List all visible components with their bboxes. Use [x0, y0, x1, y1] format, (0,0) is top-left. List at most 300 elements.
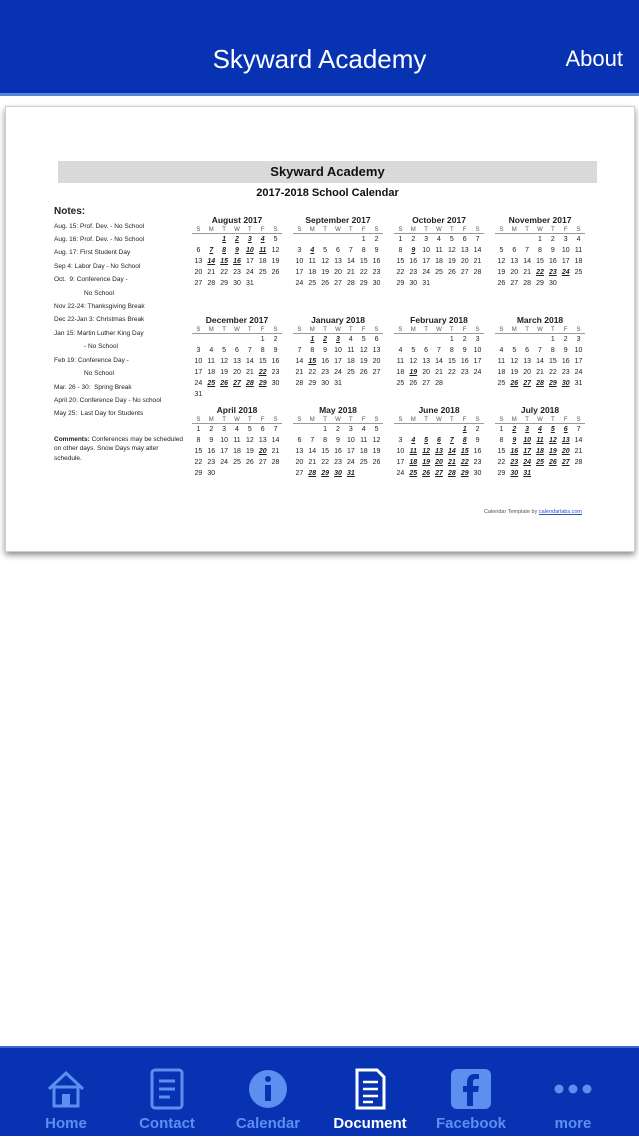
day-cell: 29	[460, 470, 469, 477]
day-cell: 30	[233, 280, 241, 287]
weekday-label: T	[248, 227, 252, 233]
day-cell: 15	[536, 258, 544, 265]
weekday-label: F	[563, 417, 568, 423]
day-cell: 24	[574, 369, 583, 376]
weekday-label: S	[398, 417, 403, 423]
day-cell: 14	[295, 358, 304, 365]
day-cell: 4	[310, 247, 315, 254]
day-cell: 10	[220, 437, 229, 444]
weekday-label: S	[499, 417, 504, 423]
day-cell: 21	[435, 369, 443, 376]
weekday-label: S	[196, 227, 201, 233]
tab-home[interactable]	[16, 1048, 116, 1138]
day-cell: 29	[359, 280, 368, 287]
day-cell: 25	[258, 269, 267, 276]
day-cell: 26	[359, 369, 368, 376]
note-item: Jan 15: Martin Luther King Day	[54, 329, 144, 337]
weekday-header	[293, 327, 383, 334]
day-cell: 3	[336, 336, 340, 343]
day-cell: 10	[334, 347, 342, 354]
weekday-label: W	[436, 327, 442, 333]
day-cell: 18	[233, 448, 241, 455]
day-cell: 21	[295, 369, 304, 376]
weekday-label: S	[196, 327, 201, 333]
weekday-label: T	[323, 417, 327, 423]
day-cell: 10	[523, 437, 532, 444]
day-cell: 31	[334, 380, 342, 387]
day-cell: 27	[435, 470, 443, 477]
day-cell: 14	[473, 247, 482, 254]
day-cell: 11	[360, 437, 368, 444]
day-cell: 26	[271, 269, 280, 276]
day-cell: 8	[449, 347, 454, 354]
day-cell: 15	[497, 448, 506, 455]
day-cell: 22	[447, 369, 456, 376]
document-icon	[349, 1068, 391, 1110]
day-grid	[394, 425, 484, 478]
home-icon	[45, 1068, 87, 1110]
day-cell: 11	[497, 358, 506, 365]
month-name: February 2018	[410, 315, 468, 325]
day-cell: 28	[574, 459, 583, 466]
day-grid	[192, 335, 282, 399]
day-cell: 15	[359, 258, 368, 265]
day-cell: 1	[538, 236, 542, 243]
day-cell: 7	[475, 236, 480, 243]
day-cell: 24	[396, 470, 405, 477]
day-cell: 12	[271, 247, 280, 254]
day-cell: 20	[334, 269, 342, 276]
day-cell: 28	[523, 280, 532, 287]
blank-day	[445, 425, 458, 434]
day-cell: 28	[295, 380, 304, 387]
day-cell: 1	[323, 426, 328, 433]
weekday-header	[192, 227, 282, 234]
day-cell: 24	[473, 369, 482, 376]
day-cell: 3	[563, 236, 568, 243]
day-cell: 23	[473, 459, 482, 466]
weekday-header	[394, 327, 484, 334]
day-cell: 2	[550, 236, 555, 243]
day-cell: 4	[398, 347, 403, 354]
weekday-label: T	[222, 327, 226, 333]
weekday-label: W	[537, 227, 543, 233]
weekday-label: M	[208, 327, 214, 333]
day-cell: 16	[334, 448, 342, 455]
weekday-label: S	[475, 327, 480, 333]
day-cell: 8	[398, 247, 403, 254]
day-cell: 9	[563, 347, 568, 354]
weekday-label: S	[576, 327, 581, 333]
weekday-label: M	[511, 327, 517, 333]
info-icon	[247, 1068, 289, 1110]
day-cell: 18	[359, 448, 368, 455]
day-cell: 26	[409, 380, 418, 387]
day-cell: 5	[374, 426, 379, 433]
weekday-label: S	[374, 327, 379, 333]
day-cell: 11	[396, 358, 405, 365]
tab-document[interactable]	[320, 1048, 420, 1138]
day-cell: 30	[473, 470, 482, 477]
day-cell: 31	[574, 380, 583, 387]
day-cell: 22	[396, 269, 405, 276]
day-cell: 4	[260, 236, 265, 243]
day-cell: 17	[220, 448, 229, 455]
note-item: Sep 4: Labor Day - No School	[54, 262, 141, 270]
day-cell: 10	[194, 358, 203, 365]
month-name: March 2018	[516, 315, 564, 325]
day-cell: 1	[361, 236, 366, 243]
blank-day	[293, 235, 306, 244]
day-cell: 14	[523, 258, 532, 265]
day-cell: 23	[233, 269, 241, 276]
day-cell: 4	[235, 426, 239, 433]
day-cell: 9	[235, 247, 239, 254]
day-cell: 3	[424, 236, 429, 243]
weekday-label: T	[349, 227, 353, 233]
month-calendar	[192, 215, 282, 288]
blank-day	[407, 335, 420, 344]
day-cell: 22	[220, 269, 229, 276]
day-cell: 28	[473, 269, 482, 276]
day-cell: 30	[510, 470, 519, 477]
day-cell: 21	[308, 459, 317, 466]
day-cell: 13	[295, 448, 304, 455]
note-item: No School	[84, 370, 114, 378]
day-cell: 21	[207, 269, 216, 276]
day-cell: 10	[574, 347, 583, 354]
blank-day	[306, 425, 319, 434]
weekday-label: F	[462, 227, 467, 233]
weekday-header	[394, 417, 484, 424]
day-cell: 20	[422, 369, 431, 376]
day-cell: 2	[411, 236, 416, 243]
tab-label: Facebook	[435, 1115, 507, 1132]
day-cell: 2	[273, 336, 278, 343]
blank-day	[508, 235, 521, 244]
day-cell: 11	[347, 347, 355, 354]
day-cell: 5	[273, 236, 278, 243]
day-cell: 5	[499, 247, 504, 254]
month-calendar	[293, 315, 383, 388]
day-grid	[293, 425, 383, 478]
month-name: December 2017	[205, 315, 269, 325]
tab-facebook[interactable]	[421, 1048, 521, 1138]
day-cell: 9	[411, 247, 416, 254]
day-cell: 18	[435, 258, 443, 265]
day-cell: 22	[194, 459, 203, 466]
day-cell: 17	[245, 258, 254, 265]
day-cell: 17	[561, 258, 570, 265]
month-calendar	[495, 315, 585, 388]
day-grid	[495, 235, 585, 288]
day-cell: 3	[525, 426, 530, 433]
day-cell: 29	[536, 280, 544, 287]
document-preview[interactable]	[5, 106, 635, 552]
weekday-label: W	[234, 327, 240, 333]
day-cell: 15	[194, 448, 203, 455]
day-cell: 19	[409, 369, 418, 376]
day-cell: 30	[334, 470, 342, 477]
day-cell: 24	[346, 459, 355, 466]
weekday-label: T	[551, 327, 555, 333]
weekday-label: S	[374, 417, 379, 423]
weekday-label: F	[260, 327, 265, 333]
day-cell: 27	[422, 380, 431, 387]
day-cell: 5	[512, 347, 517, 354]
tab-bar	[0, 1046, 639, 1136]
day-cell: 6	[297, 437, 302, 444]
weekday-label: S	[475, 417, 480, 423]
day-cell: 20	[233, 369, 241, 376]
day-cell: 6	[424, 347, 429, 354]
day-cell: 25	[536, 459, 544, 466]
weekday-label: T	[222, 227, 226, 233]
day-cell: 28	[536, 380, 544, 387]
day-cell: 27	[194, 280, 203, 287]
month-name: September 2017	[305, 215, 371, 225]
weekday-label: W	[436, 417, 442, 423]
day-cell: 5	[449, 236, 454, 243]
day-cell: 21	[536, 369, 544, 376]
top-bar	[0, 0, 639, 96]
day-cell: 29	[258, 380, 267, 387]
day-cell: 25	[359, 459, 368, 466]
weekday-label: S	[297, 227, 302, 233]
day-cell: 7	[538, 347, 542, 354]
day-cell: 29	[497, 470, 506, 477]
day-cell: 23	[510, 459, 519, 466]
day-cell: 2	[475, 426, 480, 433]
day-cell: 2	[323, 336, 328, 343]
day-cell: 19	[245, 448, 254, 455]
day-cell: 12	[447, 247, 456, 254]
calendar-footnote	[484, 509, 582, 515]
day-cell: 2	[209, 426, 214, 433]
weekday-label: S	[273, 227, 278, 233]
note-item: Aug. 15: Prof. Dev. - No School	[54, 222, 145, 230]
day-cell: 6	[462, 236, 467, 243]
day-cell: 22	[321, 459, 330, 466]
day-cell: 7	[525, 247, 530, 254]
weekday-label: W	[335, 417, 341, 423]
day-cell: 26	[548, 459, 557, 466]
weekday-label: T	[450, 227, 454, 233]
weekday-label: F	[462, 417, 467, 423]
weekday-label: T	[248, 417, 252, 423]
blank-day	[433, 425, 446, 434]
day-cell: 13	[422, 358, 431, 365]
day-cell: 19	[271, 258, 280, 265]
weekday-label: F	[361, 227, 366, 233]
day-cell: 1	[499, 426, 504, 433]
weekday-label: W	[537, 327, 543, 333]
day-cell: 30	[409, 280, 418, 287]
day-cell: 11	[574, 247, 583, 254]
day-cell: 5	[247, 426, 252, 433]
weekday-label: M	[208, 227, 214, 233]
about-button[interactable]: About	[565, 46, 623, 71]
day-cell: 14	[346, 258, 355, 265]
day-cell: 26	[321, 280, 330, 287]
blank-day	[394, 425, 407, 434]
day-cell: 10	[245, 247, 254, 254]
weekday-label: T	[222, 417, 226, 423]
blank-day	[243, 335, 256, 344]
blank-day	[344, 235, 357, 244]
blank-day	[407, 425, 420, 434]
day-cell: 9	[323, 347, 328, 354]
note-item: No School	[84, 289, 114, 297]
day-cell: 26	[497, 280, 506, 287]
day-cell: 3	[196, 347, 201, 354]
weekday-label: M	[511, 227, 517, 233]
tab-calendar[interactable]	[218, 1048, 318, 1138]
day-cell: 7	[449, 437, 454, 444]
day-cell: 4	[437, 236, 441, 243]
month-name: November 2017	[508, 215, 572, 225]
day-cell: 25	[396, 380, 405, 387]
blank-day	[332, 235, 345, 244]
day-cell: 27	[460, 269, 469, 276]
day-cell: 18	[346, 358, 355, 365]
footnote-prefix: Calendar Template by	[483, 509, 539, 515]
day-cell: 8	[310, 347, 315, 354]
note-item: Aug. 17: First Student Day	[54, 249, 131, 257]
day-cell: 8	[538, 247, 542, 254]
day-cell: 9	[336, 437, 340, 444]
day-cell: 22	[460, 459, 469, 466]
weekday-label: M	[309, 417, 315, 423]
month-calendar	[293, 215, 383, 288]
day-cell: 24	[523, 459, 532, 466]
day-cell: 20	[523, 369, 532, 376]
day-cell: 5	[550, 426, 555, 433]
day-cell: 7	[576, 426, 581, 433]
day-cell: 25	[207, 380, 216, 387]
month-name: June 2018	[418, 405, 460, 415]
day-cell: 13	[233, 358, 241, 365]
day-cell: 3	[247, 236, 252, 243]
day-cell: 10	[346, 437, 355, 444]
weekday-label: T	[424, 327, 428, 333]
day-cell: 17	[523, 448, 532, 455]
weekday-header	[394, 227, 484, 234]
day-cell: 12	[548, 437, 557, 444]
blank-day	[521, 335, 534, 344]
weekday-label: S	[374, 227, 379, 233]
month-name: January 2018	[311, 315, 365, 325]
day-cell: 9	[550, 247, 555, 254]
day-cell: 14	[271, 437, 280, 444]
contact-icon	[146, 1068, 188, 1110]
day-cell: 6	[235, 347, 239, 354]
weekday-label: M	[309, 227, 315, 233]
day-cell: 15	[220, 258, 229, 265]
day-cell: 20	[460, 258, 469, 265]
day-cell: 21	[523, 269, 532, 276]
day-grid	[495, 335, 585, 388]
day-cell: 31	[346, 470, 355, 477]
blank-day	[420, 335, 433, 344]
day-cell: 15	[460, 448, 469, 455]
note-item: May 25: Last Day for Students	[54, 410, 144, 418]
day-cell: 13	[510, 258, 519, 265]
day-cell: 13	[561, 437, 570, 444]
blank-day	[534, 335, 547, 344]
weekday-label: S	[499, 327, 504, 333]
day-cell: 12	[422, 448, 431, 455]
day-cell: 20	[372, 358, 381, 365]
day-cell: 6	[196, 247, 201, 254]
day-cell: 14	[245, 358, 254, 365]
day-cell: 1	[222, 236, 227, 243]
blank-day	[231, 335, 244, 344]
comments-text: Conferences may be scheduled on other days. Snow Days may alter schedule.	[54, 435, 183, 462]
day-cell: 19	[447, 258, 456, 265]
day-cell: 16	[372, 258, 381, 265]
day-grid	[192, 235, 282, 288]
day-cell: 6	[260, 426, 265, 433]
day-cell: 19	[372, 448, 381, 455]
day-cell: 26	[422, 470, 431, 477]
day-cell: 20	[194, 269, 203, 276]
day-grid	[293, 335, 383, 388]
tab-more[interactable]	[523, 1048, 623, 1138]
day-cell: 17	[346, 448, 355, 455]
day-cell: 15	[548, 358, 557, 365]
month-name: July 2018	[520, 405, 560, 415]
blank-day	[521, 235, 534, 244]
day-cell: 2	[462, 336, 467, 343]
tab-contact[interactable]	[117, 1048, 217, 1138]
facebook-icon	[450, 1068, 492, 1110]
day-cell: 28	[207, 280, 216, 287]
day-cell: 29	[308, 380, 317, 387]
month-calendar	[293, 405, 383, 478]
weekday-label: W	[335, 327, 341, 333]
day-cell: 27	[510, 280, 519, 287]
blank-day	[495, 235, 508, 244]
day-cell: 15	[308, 358, 317, 365]
day-cell: 5	[361, 336, 366, 343]
day-cell: 27	[523, 380, 532, 387]
day-cell: 3	[475, 336, 480, 343]
weekday-header	[495, 227, 585, 234]
weekday-label: T	[551, 227, 555, 233]
weekday-label: M	[309, 327, 315, 333]
day-cell: 31	[194, 391, 203, 398]
day-cell: 19	[359, 358, 368, 365]
blank-day	[293, 335, 306, 344]
day-cell: 4	[348, 336, 353, 343]
day-cell: 19	[510, 369, 519, 376]
day-cell: 29	[194, 470, 203, 477]
weekday-label: F	[361, 327, 366, 333]
footnote-link[interactable]: calendarlabs.com	[538, 509, 582, 515]
day-cell: 11	[536, 437, 544, 444]
weekday-label: T	[248, 327, 252, 333]
day-cell: 11	[259, 247, 267, 254]
note-item: - No School	[84, 343, 118, 351]
day-cell: 14	[308, 448, 317, 455]
weekday-label: S	[273, 327, 278, 333]
weekday-label: S	[196, 417, 201, 423]
note-item: Mar. 26 - 30: Spring Break	[54, 383, 132, 391]
weekday-label: S	[297, 417, 302, 423]
day-cell: 19	[321, 269, 330, 276]
day-cell: 16	[460, 358, 469, 365]
